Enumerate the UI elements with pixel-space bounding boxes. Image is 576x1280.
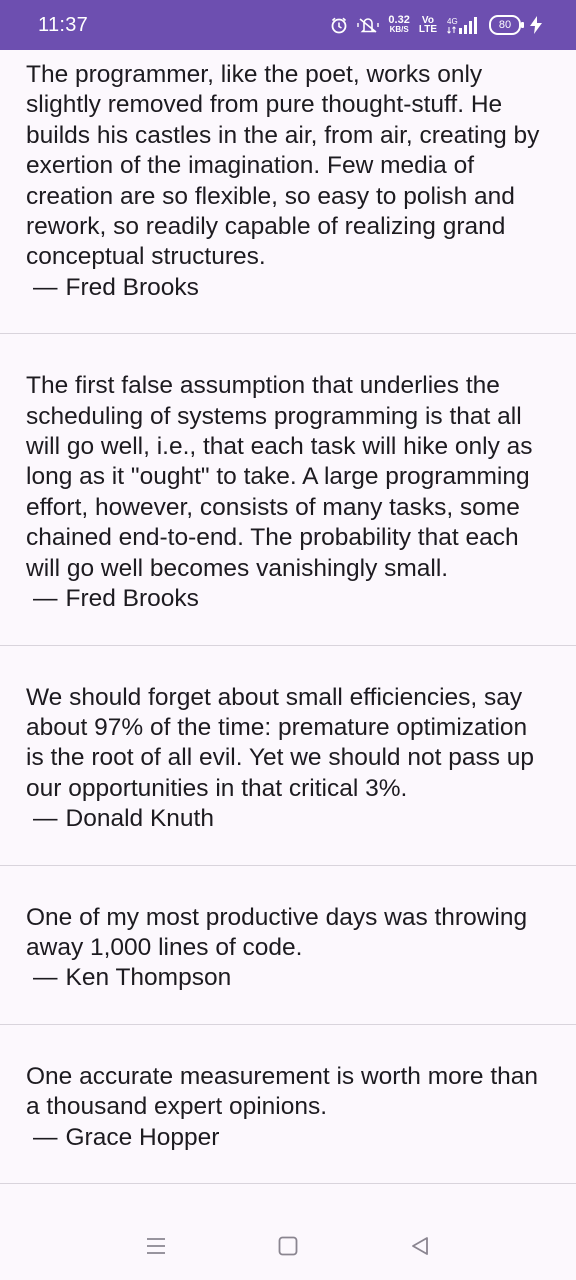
quote-author: Donald Knuth: [65, 805, 214, 833]
quote-author-line: [26, 804, 550, 834]
status-icons: [330, 15, 542, 35]
charging-bolt-icon: [530, 16, 542, 34]
quote-author: Ken Thompson: [65, 964, 232, 992]
author-dash: —: [33, 585, 58, 613]
author-dash: —: [33, 805, 58, 833]
mute-vibrate-icon: [357, 17, 379, 33]
quote-card[interactable]: [0, 866, 576, 1025]
quote-text: The first false assumption that underlies the scheduling of systems programming is that all will go well, i.e., that each task will hike only as long as it "ought" to take. A large programming effort, however, consists of many tasks, some chained end-to-end. The probability that each will go well becomes vanishingly small.: [26, 372, 533, 582]
quote-card[interactable]: [0, 1025, 576, 1184]
battery-level: 80: [498, 19, 512, 31]
quote-author-line: [26, 273, 550, 303]
network-speed-unit: KB/S: [389, 25, 409, 34]
status-time: 11:37: [38, 13, 89, 36]
square-home-icon[interactable]: [268, 1226, 308, 1266]
volte-top: Vo: [421, 15, 434, 26]
triangle-back-icon[interactable]: [400, 1226, 440, 1266]
quote-author-line: [26, 1123, 550, 1153]
quote-text: We should forget about small efficiencies, say about 97% of the time: premature optimization is the root of all evil. Yet we should not pass up our opportunities in that critical 3%.: [26, 683, 535, 802]
quote-author: Fred Brooks: [65, 585, 199, 613]
quote-text: The programmer, like the poet, works only slightly removed from pure thought-stuff. He builds his castles in the air, from air, creating by exertion of the imagination. Few media of creation are so flexible, so easy to polish and rework, so readily capable of realizing grand conceptual structures.: [26, 61, 540, 271]
quote-author-line: [26, 963, 550, 993]
volte-indicator: [419, 16, 437, 34]
system-nav-bar: [0, 1212, 576, 1280]
quote-card[interactable]: [0, 646, 576, 866]
network-type-label: 4G: [447, 17, 458, 26]
menu-lines-icon[interactable]: [136, 1226, 176, 1266]
author-dash: —: [33, 964, 58, 992]
quote-author-line: [26, 584, 550, 614]
quote-text: One accurate measurement is worth more than a thousand expert opinions.: [26, 1062, 539, 1121]
network-speed: [388, 16, 409, 34]
quote-author: Fred Brooks: [65, 273, 199, 301]
author-dash: —: [33, 273, 58, 301]
quote-card[interactable]: [0, 334, 576, 645]
network-speed-value: 0.32: [388, 14, 410, 26]
alarm-clock-icon: [330, 16, 348, 34]
battery-indicator: [489, 15, 521, 35]
quote-text: One of my most productive days was throwing away 1,000 lines of code.: [26, 903, 528, 961]
author-dash: —: [33, 1123, 58, 1151]
status-bar: [0, 0, 576, 50]
quote-card[interactable]: [0, 50, 576, 334]
quote-author: Grace Hopper: [65, 1123, 220, 1151]
signal-strength-icon: [446, 16, 480, 34]
volte-bottom: LTE: [418, 24, 437, 35]
quote-feed[interactable]: [0, 50, 576, 1212]
